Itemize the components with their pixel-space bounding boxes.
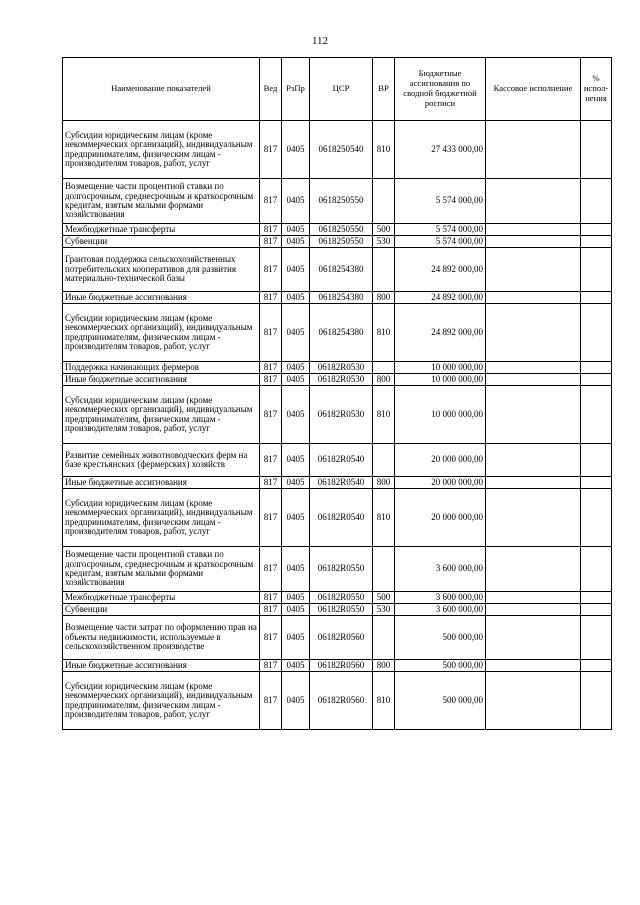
cell-amount: 20 000 000,00 xyxy=(395,477,486,489)
cell-pct xyxy=(581,304,612,362)
cell-csr: 0618250550 xyxy=(310,179,373,224)
cell-pct xyxy=(581,236,612,248)
cell-cash xyxy=(486,672,581,730)
cell-vr xyxy=(373,616,395,660)
cell-vr: 810 xyxy=(373,121,395,179)
cell-name: Межбюджетные трансферты xyxy=(63,224,260,236)
cell-amount: 20 000 000,00 xyxy=(395,489,486,547)
cell-rzpr: 0405 xyxy=(282,386,310,444)
header-name: Наименование показателей xyxy=(63,58,260,121)
cell-name: Межбюджетные трансферты xyxy=(63,592,260,604)
cell-vr: 810 xyxy=(373,489,395,547)
cell-cash xyxy=(486,547,581,592)
cell-rzpr: 0405 xyxy=(282,248,310,292)
cell-name: Возмещение части процентной ставки по долгосрочным, среднесрочным и краткосрочным кредитам, взятым малыми формами хозяйствования xyxy=(63,179,260,224)
cell-cash xyxy=(486,292,581,304)
cell-cash xyxy=(486,386,581,444)
cell-ved: 817 xyxy=(260,236,282,248)
cell-csr: 06182R0550 xyxy=(310,547,373,592)
cell-csr: 06182R0560 xyxy=(310,616,373,660)
cell-rzpr: 0405 xyxy=(282,604,310,616)
cell-name: Поддержка начинающих фермеров xyxy=(63,362,260,374)
cell-rzpr: 0405 xyxy=(282,121,310,179)
cell-csr: 0618250550 xyxy=(310,224,373,236)
cell-pct xyxy=(581,362,612,374)
cell-name: Иные бюджетные ассигнования xyxy=(63,477,260,489)
cell-vr: 800 xyxy=(373,477,395,489)
cell-csr: 06182R0550 xyxy=(310,604,373,616)
table-row xyxy=(63,489,612,547)
header-ved: Вед xyxy=(260,58,282,121)
cell-name: Субвенции xyxy=(63,604,260,616)
cell-amount: 10 000 000,00 xyxy=(395,374,486,386)
cell-vr: 530 xyxy=(373,604,395,616)
cell-name: Возмещение части затрат по оформлению прав на объекты недвижимости, используемые в сельскохозяйственном производстве xyxy=(63,616,260,660)
cell-amount: 27 433 000,00 xyxy=(395,121,486,179)
page-number: 112 xyxy=(311,35,329,47)
cell-csr: 06182R0560 xyxy=(310,672,373,730)
table-row xyxy=(63,224,612,236)
cell-amount: 24 892 000,00 xyxy=(395,292,486,304)
cell-csr: 06182R0540 xyxy=(310,477,373,489)
cell-ved: 817 xyxy=(260,444,282,477)
cell-vr: 810 xyxy=(373,304,395,362)
cell-cash xyxy=(486,604,581,616)
cell-rzpr: 0405 xyxy=(282,374,310,386)
table-row xyxy=(63,444,612,477)
cell-amount: 500 000,00 xyxy=(395,672,486,730)
budget-table xyxy=(62,57,612,730)
cell-pct xyxy=(581,292,612,304)
cell-cash xyxy=(486,248,581,292)
cell-pct xyxy=(581,374,612,386)
cell-rzpr: 0405 xyxy=(282,547,310,592)
cell-vr xyxy=(373,362,395,374)
cell-name: Субсидии юридическим лицам (кроме некоммерческих организаций), индивидуальным предпринимателям, физическим лицам - производителям товаров, работ, услуг xyxy=(63,121,260,179)
cell-rzpr: 0405 xyxy=(282,444,310,477)
cell-amount: 3 600 000,00 xyxy=(395,592,486,604)
header-rzpr: РзПр xyxy=(282,58,310,121)
cell-name: Субвенции xyxy=(63,236,260,248)
cell-csr: 0618254380 xyxy=(310,292,373,304)
cell-cash xyxy=(486,304,581,362)
cell-pct xyxy=(581,121,612,179)
cell-cash xyxy=(486,121,581,179)
cell-cash xyxy=(486,224,581,236)
cell-pct xyxy=(581,592,612,604)
cell-vr: 810 xyxy=(373,672,395,730)
cell-rzpr: 0405 xyxy=(282,660,310,672)
header-csr: ЦСР xyxy=(310,58,373,121)
cell-amount: 10 000 000,00 xyxy=(395,386,486,444)
header-vr: ВР xyxy=(373,58,395,121)
table-header-row xyxy=(63,58,612,121)
cell-pct xyxy=(581,248,612,292)
cell-name: Субсидии юридическим лицам (кроме некоммерческих организаций), индивидуальным предпринимателям, физическим лицам - производителям товаров, работ, услуг xyxy=(63,489,260,547)
cell-vr: 530 xyxy=(373,236,395,248)
cell-csr: 06182R0550 xyxy=(310,592,373,604)
cell-ved: 817 xyxy=(260,604,282,616)
cell-amount: 10 000 000,00 xyxy=(395,362,486,374)
cell-amount: 3 600 000,00 xyxy=(395,604,486,616)
cell-pct xyxy=(581,660,612,672)
cell-csr: 06182R0560 xyxy=(310,660,373,672)
cell-rzpr: 0405 xyxy=(282,477,310,489)
cell-rzpr: 0405 xyxy=(282,672,310,730)
table-row xyxy=(63,236,612,248)
cell-vr: 800 xyxy=(373,374,395,386)
cell-rzpr: 0405 xyxy=(282,292,310,304)
cell-name: Иные бюджетные ассигнования xyxy=(63,660,260,672)
cell-cash xyxy=(486,362,581,374)
header-pct: % испол-нения xyxy=(581,58,612,121)
table-row xyxy=(63,374,612,386)
table-row xyxy=(63,592,612,604)
cell-amount: 5 574 000,00 xyxy=(395,224,486,236)
cell-rzpr: 0405 xyxy=(282,179,310,224)
table-row xyxy=(63,292,612,304)
cell-ved: 817 xyxy=(260,477,282,489)
cell-csr: 0618254380 xyxy=(310,304,373,362)
table-row xyxy=(63,386,612,444)
table-row xyxy=(63,121,612,179)
cell-ved: 817 xyxy=(260,672,282,730)
cell-ved: 817 xyxy=(260,362,282,374)
cell-name: Субсидии юридическим лицам (кроме некоммерческих организаций), индивидуальным предпринимателям, физическим лицам - производителям товаров, работ, услуг xyxy=(63,304,260,362)
cell-ved: 817 xyxy=(260,224,282,236)
cell-amount: 500 000,00 xyxy=(395,616,486,660)
cell-rzpr: 0405 xyxy=(282,224,310,236)
cell-csr: 0618254380 xyxy=(310,248,373,292)
cell-ved: 817 xyxy=(260,489,282,547)
cell-amount: 500 000,00 xyxy=(395,660,486,672)
cell-amount: 24 892 000,00 xyxy=(395,248,486,292)
cell-name: Развитие семейных животноводческих ферм на базе крестьянских (фермерских) хозяйств xyxy=(63,444,260,477)
table-row xyxy=(63,477,612,489)
cell-ved: 817 xyxy=(260,374,282,386)
cell-vr: 500 xyxy=(373,592,395,604)
table-row xyxy=(63,616,612,660)
cell-ved: 817 xyxy=(260,304,282,362)
cell-amount: 5 574 000,00 xyxy=(395,179,486,224)
cell-rzpr: 0405 xyxy=(282,236,310,248)
cell-name: Иные бюджетные ассигнования xyxy=(63,292,260,304)
cell-vr xyxy=(373,444,395,477)
cell-cash xyxy=(486,592,581,604)
table-row xyxy=(63,604,612,616)
cell-vr: 500 xyxy=(373,224,395,236)
cell-vr xyxy=(373,248,395,292)
cell-rzpr: 0405 xyxy=(282,362,310,374)
table-row xyxy=(63,672,612,730)
cell-name: Возмещение части процентной ставки по долгосрочным, среднесрочным и краткосрочным кредитам, взятым малыми формами хозяйствования xyxy=(63,547,260,592)
header-cash: Кассовое исполнение xyxy=(486,58,581,121)
cell-cash xyxy=(486,179,581,224)
cell-pct xyxy=(581,672,612,730)
cell-rzpr: 0405 xyxy=(282,304,310,362)
cell-pct xyxy=(581,179,612,224)
cell-rzpr: 0405 xyxy=(282,616,310,660)
cell-vr: 810 xyxy=(373,386,395,444)
cell-name: Грантовая поддержка сельскохозяйственных потребительских кооперативов для развития материально-технической базы xyxy=(63,248,260,292)
cell-vr: 800 xyxy=(373,292,395,304)
cell-ved: 817 xyxy=(260,179,282,224)
cell-csr: 06182R0530 xyxy=(310,362,373,374)
cell-pct xyxy=(581,616,612,660)
cell-name: Субсидии юридическим лицам (кроме некоммерческих организаций), индивидуальным предпринимателям, физическим лицам - производителям товаров, работ, услуг xyxy=(63,386,260,444)
cell-pct xyxy=(581,224,612,236)
cell-vr xyxy=(373,547,395,592)
cell-pct xyxy=(581,604,612,616)
cell-rzpr: 0405 xyxy=(282,592,310,604)
cell-ved: 817 xyxy=(260,547,282,592)
cell-csr: 06182R0530 xyxy=(310,386,373,444)
cell-cash xyxy=(486,374,581,386)
cell-csr: 06182R0540 xyxy=(310,444,373,477)
cell-name: Иные бюджетные ассигнования xyxy=(63,374,260,386)
cell-csr: 0618250550 xyxy=(310,236,373,248)
cell-rzpr: 0405 xyxy=(282,489,310,547)
cell-csr: 06182R0540 xyxy=(310,489,373,547)
header-amount: Бюджетные ассигнования по сводной бюджетной росписи xyxy=(395,58,486,121)
cell-cash xyxy=(486,489,581,547)
cell-pct xyxy=(581,489,612,547)
table-row xyxy=(63,660,612,672)
cell-vr xyxy=(373,179,395,224)
table-body xyxy=(63,121,612,730)
cell-csr: 0618250540 xyxy=(310,121,373,179)
cell-ved: 817 xyxy=(260,121,282,179)
cell-name: Субсидии юридическим лицам (кроме некоммерческих организаций), индивидуальным предпринимателям, физическим лицам - производителям товаров, работ, услуг xyxy=(63,672,260,730)
cell-csr: 06182R0530 xyxy=(310,374,373,386)
cell-pct xyxy=(581,386,612,444)
cell-cash xyxy=(486,660,581,672)
cell-amount: 20 000 000,00 xyxy=(395,444,486,477)
table-row xyxy=(63,362,612,374)
cell-ved: 817 xyxy=(260,386,282,444)
cell-pct xyxy=(581,547,612,592)
cell-pct xyxy=(581,444,612,477)
cell-cash xyxy=(486,616,581,660)
cell-ved: 817 xyxy=(260,292,282,304)
cell-ved: 817 xyxy=(260,660,282,672)
cell-ved: 817 xyxy=(260,592,282,604)
cell-amount: 24 892 000,00 xyxy=(395,304,486,362)
table-row xyxy=(63,547,612,592)
table-row xyxy=(63,304,612,362)
cell-pct xyxy=(581,477,612,489)
table-row xyxy=(63,179,612,224)
cell-cash xyxy=(486,477,581,489)
cell-ved: 817 xyxy=(260,616,282,660)
cell-cash xyxy=(486,236,581,248)
cell-ved: 817 xyxy=(260,248,282,292)
cell-amount: 5 574 000,00 xyxy=(395,236,486,248)
cell-amount: 3 600 000,00 xyxy=(395,547,486,592)
cell-vr: 800 xyxy=(373,660,395,672)
cell-cash xyxy=(486,444,581,477)
table-row xyxy=(63,248,612,292)
